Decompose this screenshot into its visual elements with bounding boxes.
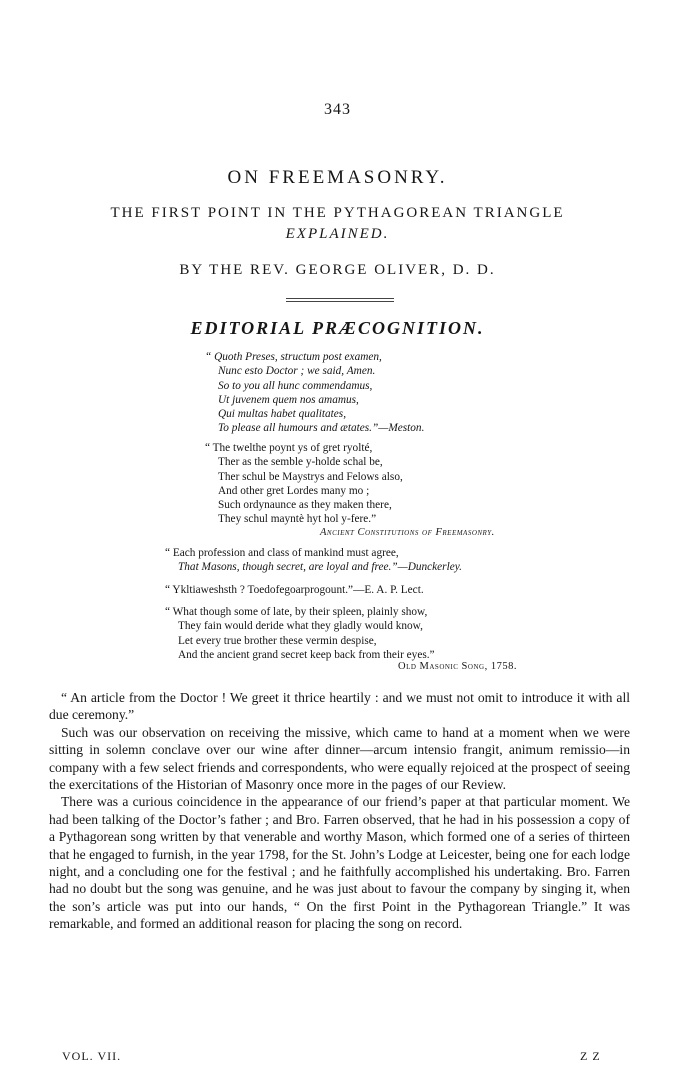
signature-mark: Z Z bbox=[580, 1049, 601, 1063]
epigraph-line: Nunc esto Doctor ; we said, Amen. bbox=[218, 365, 376, 378]
author-byline: BY THE REV. GEORGE OLIVER, D. D. bbox=[179, 262, 496, 278]
volume-label: VOL. VII. bbox=[62, 1049, 122, 1063]
article-subtitle-line-1: THE FIRST POINT IN THE PYTHAGOREAN TRIANGLE bbox=[110, 205, 565, 221]
epigraph-line: Let every true brother these vermin despise, bbox=[178, 634, 377, 647]
divider-rule bbox=[286, 298, 394, 299]
article-subtitle-line-2: EXPLAINED. bbox=[285, 226, 390, 242]
body-paragraph: Such was our observation on receiving the missive, which came to hand at a moment when we were sitting in solemn conclave over our wine after dinner—arcum intensio frangit, animum remissio—in company with a few select friends and correspondents, who were equally rejoiced at the prospect of seeing the exercitations of the Historian of Masonry once more in the pages of our Review. bbox=[49, 724, 630, 793]
epigraph-line: Ther schul be Maystrys and Felows also, bbox=[218, 470, 403, 483]
epigraph-line: To please all humours and ætates.”—Meston. bbox=[218, 422, 425, 435]
article-body bbox=[49, 689, 630, 933]
epigraph-attribution: Old Masonic Song, 1758. bbox=[398, 661, 517, 672]
epigraph-old-english bbox=[205, 441, 403, 527]
page-number: 343 bbox=[324, 101, 351, 118]
epigraph-line: “ Ykltiaweshsth ? Toedofegoarprogount.”—E. A. P. Lect. bbox=[165, 584, 424, 596]
epigraph-couplet bbox=[165, 546, 462, 575]
epigraph-line: Qui multas habet qualitates, bbox=[218, 408, 347, 421]
epigraph-line: Ther as the semble y-holde schal be, bbox=[218, 456, 383, 469]
epigraph-line: So to you all hunc commendamus, bbox=[218, 379, 373, 392]
epigraph-line: Such ordynaunce as they maken there, bbox=[218, 499, 392, 512]
epigraph-line: That Masons, though secret, are loyal and free.”—Dunckerley. bbox=[178, 561, 462, 574]
epigraph-cipher bbox=[165, 583, 424, 597]
epigraph-song bbox=[165, 605, 435, 662]
epigraph-line: They fain would deride what they gladly would know, bbox=[178, 620, 423, 633]
epigraph-line: “ Quoth Preses, structum post examen, bbox=[205, 351, 382, 363]
body-paragraph: There was a curious coincidence in the appearance of our friend’s paper at that particular moment. We had been talking of the Doctor’s father ; and Bro. Farren observed, that he had in his possession a copy of a Pythagorean song written by that venerable and worthy Mason, which formed one of a series of thirteen that he engaged to furnish, in the year 1798, for the St. John’s Lodge at Leicester, being one for each lodge night, and a concluding one for the festival ; and he faithfully accomplished his undertaking. Bro. Farren had no doubt but the song was genuine, and he was just about to favour the company by singing it, when the son’s article was put into our hands, “ On the first Point in the Pythagorean Triangle.” It was remarkable, and formed an additional reason for placing the song on record. bbox=[49, 794, 630, 932]
epigraph-line: They schul mayntè hyt hol y-fere.” bbox=[218, 513, 377, 526]
epigraph-line: Ut juvenem quem nos amamus, bbox=[218, 393, 359, 406]
epigraph-line: “ What though some of late, by their spleen, plainly show, bbox=[165, 606, 428, 618]
epigraph-attribution: Ancient Constitutions of Freemasonry. bbox=[320, 527, 495, 538]
epigraph-line: “ The twelthe poynt ys of gret ryolté, bbox=[205, 442, 373, 454]
epigraph-latin bbox=[205, 350, 424, 436]
epigraph-line: And other gret Lordes many mo ; bbox=[218, 484, 370, 497]
divider-rule bbox=[286, 301, 394, 302]
section-heading: EDITORIAL PRÆCOGNITION. bbox=[190, 318, 485, 338]
body-paragraph: “ An article from the Doctor ! We greet it thrice heartily : and we must not omit to introduce it with all due ceremony.” bbox=[49, 690, 630, 723]
article-title: ON FREEMASONRY. bbox=[227, 167, 448, 188]
epigraph-line: “ Each profession and class of mankind must agree, bbox=[165, 547, 399, 559]
epigraph-line: And the ancient grand secret keep back from their eyes.” bbox=[178, 648, 435, 661]
